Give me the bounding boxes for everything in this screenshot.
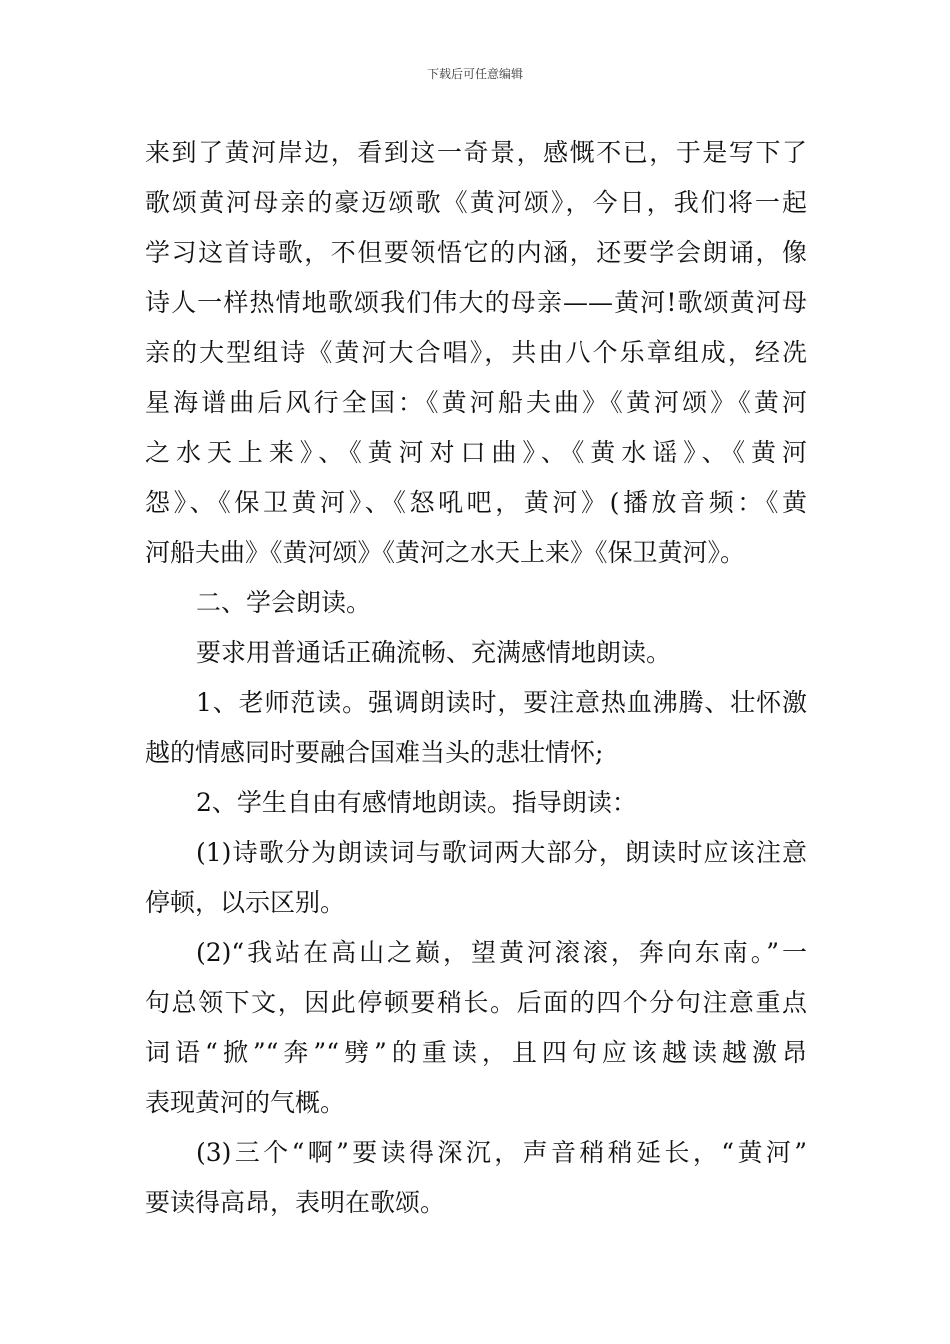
text-line: 停顿，以示区别。 — [145, 888, 346, 917]
text-line: 要求用普通话正确流畅、充满感情地朗读。 — [196, 638, 672, 667]
text-line: 诗人一样热情地歌颂我们伟大的母亲——黄河!歌颂黄河母 — [145, 288, 807, 317]
text-line: 词语“掀”“奔”“劈”的重读，且四句应该越读越激昂 — [145, 1038, 807, 1067]
text-line: 越的情感同时要融合国难当头的悲壮情怀; — [145, 738, 604, 767]
section-heading: 二、学会朗读。 — [196, 588, 372, 617]
text-line: 歌颂黄河母亲的豪迈颂歌《黄河颂》，今日，我们将一起 — [145, 188, 807, 217]
text-line: 学习这首诗歌，不但要领悟它的内涵，还要学会朗诵，像 — [145, 238, 807, 267]
text-line: 2、学生自由有感情地朗读。指导朗读： — [196, 788, 637, 817]
page-header-note: 下载后可任意编辑 — [426, 67, 523, 81]
text-line: 要读得高昂，表明在歌颂。 — [145, 1188, 446, 1217]
text-line: 句总领下文，因此停顿要稍长。后面的四个分句注意重点 — [145, 988, 807, 1017]
text-line: 河船夫曲》《黄河颂》《黄河之水天上来》《保卫黄河》。 — [145, 538, 746, 567]
text-line: (1)诗歌分为朗读词与歌词两大部分，朗读时应该注意 — [196, 838, 807, 867]
document-body — [145, 128, 807, 1228]
text-line: 亲的大型组诗《黄河大合唱》，共由八个乐章组成，经冼 — [145, 338, 807, 367]
text-line: 表现黄河的气概。 — [145, 1088, 346, 1117]
text-line: 1、老师范读。强调朗读时，要注意热血沸腾、壮怀激 — [196, 688, 807, 717]
text-line: (2)“我站在高山之巅，望黄河滚滚，奔向东南。”一 — [196, 938, 807, 967]
text-line: (3)三个“啊”要读得深沉，声音稍稍延长，“黄河” — [196, 1138, 807, 1167]
text-line: 怨》、《保卫黄河》、《怒吼吧，黄河》(播放音频：《黄 — [145, 488, 807, 517]
text-line: 之水天上来》、《黄河对口曲》、《黄水谣》、《黄河 — [145, 438, 807, 467]
text-line: 来到了黄河岸边，看到这一奇景，感慨不已，于是写下了 — [145, 138, 807, 167]
text-line: 星海谱曲后风行全国：《黄河船夫曲》《黄河颂》《黄河 — [145, 388, 807, 417]
